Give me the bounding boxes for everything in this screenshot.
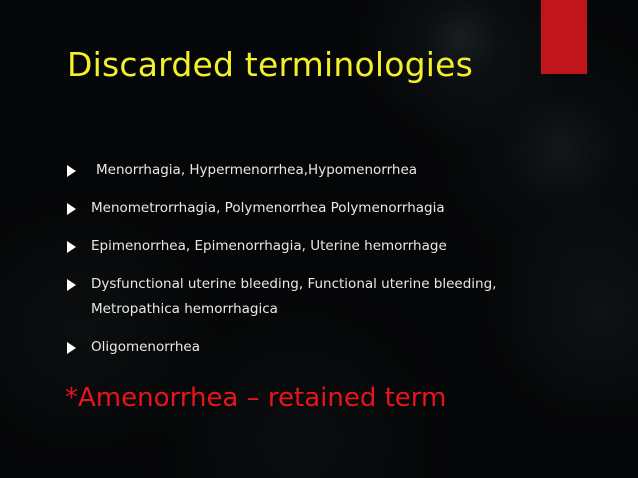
bullet-list — [67, 160, 527, 375]
retained-term-note: *Amenorrhea – retained term — [65, 383, 447, 413]
bullet-item — [67, 337, 527, 358]
bullet-text-line-2: Metropathica hemorrhagica — [91, 301, 278, 317]
triangle-right-icon — [67, 241, 76, 253]
triangle-right-icon — [67, 342, 76, 354]
triangle-right-icon — [67, 165, 76, 177]
bullet-item — [67, 160, 527, 181]
bullet-item — [67, 198, 527, 219]
slide-title: Discarded terminologies — [67, 45, 474, 84]
bullet-text: Oligomenorrhea — [91, 339, 200, 355]
bullet-item — [67, 274, 527, 320]
bullet-item — [67, 236, 527, 257]
triangle-right-icon — [67, 279, 76, 291]
bullet-text: Menometrorrhagia, Polymenorrhea Polymenorrhagia — [91, 200, 445, 216]
bullet-text: Menorrhagia, Hypermenorrhea,Hypomenorrhea — [96, 162, 418, 178]
triangle-right-icon — [67, 203, 76, 215]
bullet-text: Epimenorrhea, Epimenorrhagia, Uterine hemorrhage — [91, 238, 447, 254]
bullet-text-line-1: Dysfunctional uterine bleeding, Functional uterine bleeding, — [91, 276, 497, 292]
accent-bar — [541, 0, 587, 74]
